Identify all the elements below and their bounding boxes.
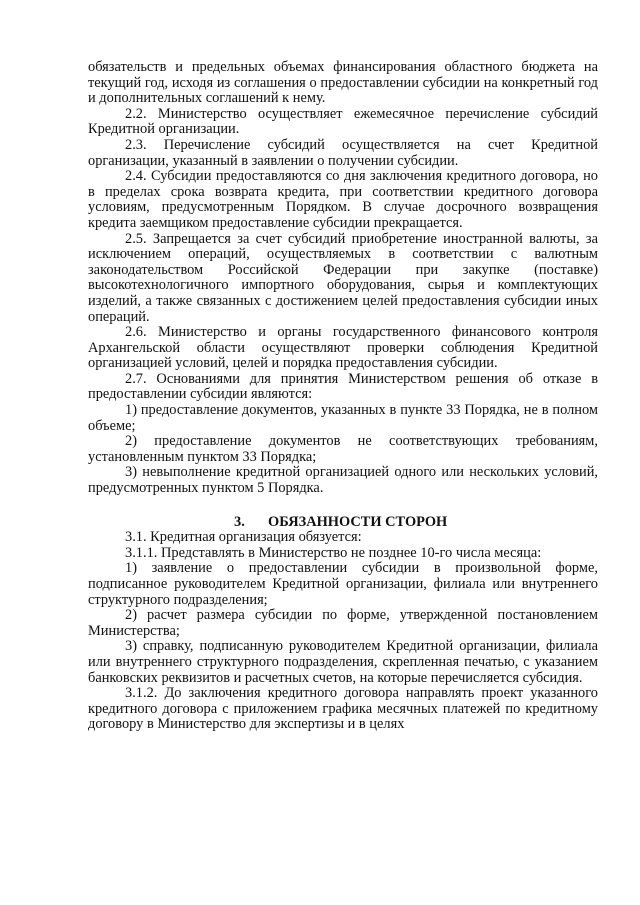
paragraph-2-4: 2.4. Субсидии предоставляются со дня заключения кредитного договора, но в пределах срока возврата кредита, при соответствии кредитного договора условиям, предусмотренным Порядком. В случае досрочного возвращения кредита заемщиком предоставление субсидии прекращается. xyxy=(88,168,598,231)
paragraph-2-5: 2.5. Запрещается за счет субсидий приобретение иностранной валюты, за исключением операций, осуществляемых в соответствии с валютным законодательством Российской Федерации при закупке (поставке) высокотехнологичного импортного оборудования, сырья и комплектующих изделий, а также связанных с достижением целей предоставления субсидии иных операций. xyxy=(88,230,598,325)
paragraph-2-2: 2.2. Министерство осуществляет ежемесячное перечисление субсидий Кредитной организации. xyxy=(88,105,598,138)
paragraph-3-1-1: 3.1.1. Представлять в Министерство не позднее 10-го числа месяца: xyxy=(125,544,542,561)
paragraph-2-7-2: 2) предоставление документов не соответствующих требованиям, установленным пунктом 33 Порядка; xyxy=(88,433,598,465)
section-number: 3. xyxy=(234,513,245,530)
paragraph-2-3: 2.3. Перечисление субсидий осуществляется на счет Кредитной организации, указанный в заявлении о получении субсидии. xyxy=(88,136,598,169)
paragraph-2-7: 2.7. Основаниями для принятия Министерством решения об отказе в предоставлении субсидии являются: xyxy=(88,370,598,403)
paragraph-2-7-1: 1) предоставление документов, указанных в пункте 33 Порядка, не в полном объеме; xyxy=(88,402,598,434)
paragraph-intro: обязательств и предельных объемах финансирования областного бюджета на текущий год, исходя из соглашения о предоставлении субсидии на конкретный год и дополнительных соглашений к нему. xyxy=(88,59,598,107)
paragraph-2-7-3: 3) невыполнение кредитной организацией одного или нескольких условий, предусмотренных пунктом 5 Порядка. xyxy=(88,464,598,497)
paragraphs-after-section xyxy=(88,530,598,733)
paragraph-3-1: 3.1. Кредитная организация обязуется: xyxy=(125,529,362,546)
document-page xyxy=(88,60,598,733)
paragraph-3-1-1-2: 2) расчет размера субсидии по форме, утвержденной постановлением Министерства; xyxy=(88,607,598,639)
paragraphs-before-section xyxy=(88,60,598,497)
section-title: ОБЯЗАННОСТИ СТОРОН xyxy=(268,513,448,530)
section-heading xyxy=(88,515,598,531)
paragraph-3-1-1-3: 3) справку, подписанную руководителем Кредитной организации, филиала или внутреннего структурного подразделения, скрепленная печатью, с указанием банковских реквизитов и расчетных счетов, на которые перечисляется субсидия. xyxy=(88,638,598,686)
paragraph-3-1-1-1: 1) заявление о предоставлении субсидии в произвольной форме, подписанное руководителем Кредитной организации, филиала или внутреннего структурного подразделения; xyxy=(88,560,598,608)
paragraph-3-1-2: 3.1.2. До заключения кредитного договора направлять проект указанного кредитного договора с приложением графика месячных платежей по кредитному договору в Министерство для экспертизы и в целях xyxy=(88,685,598,733)
paragraph-2-6: 2.6. Министерство и органы государственного финансового контроля Архангельской области осуществляют проверки соблюдения Кредитной организацией условий, целей и порядка предоставления субсидии. xyxy=(88,324,598,372)
